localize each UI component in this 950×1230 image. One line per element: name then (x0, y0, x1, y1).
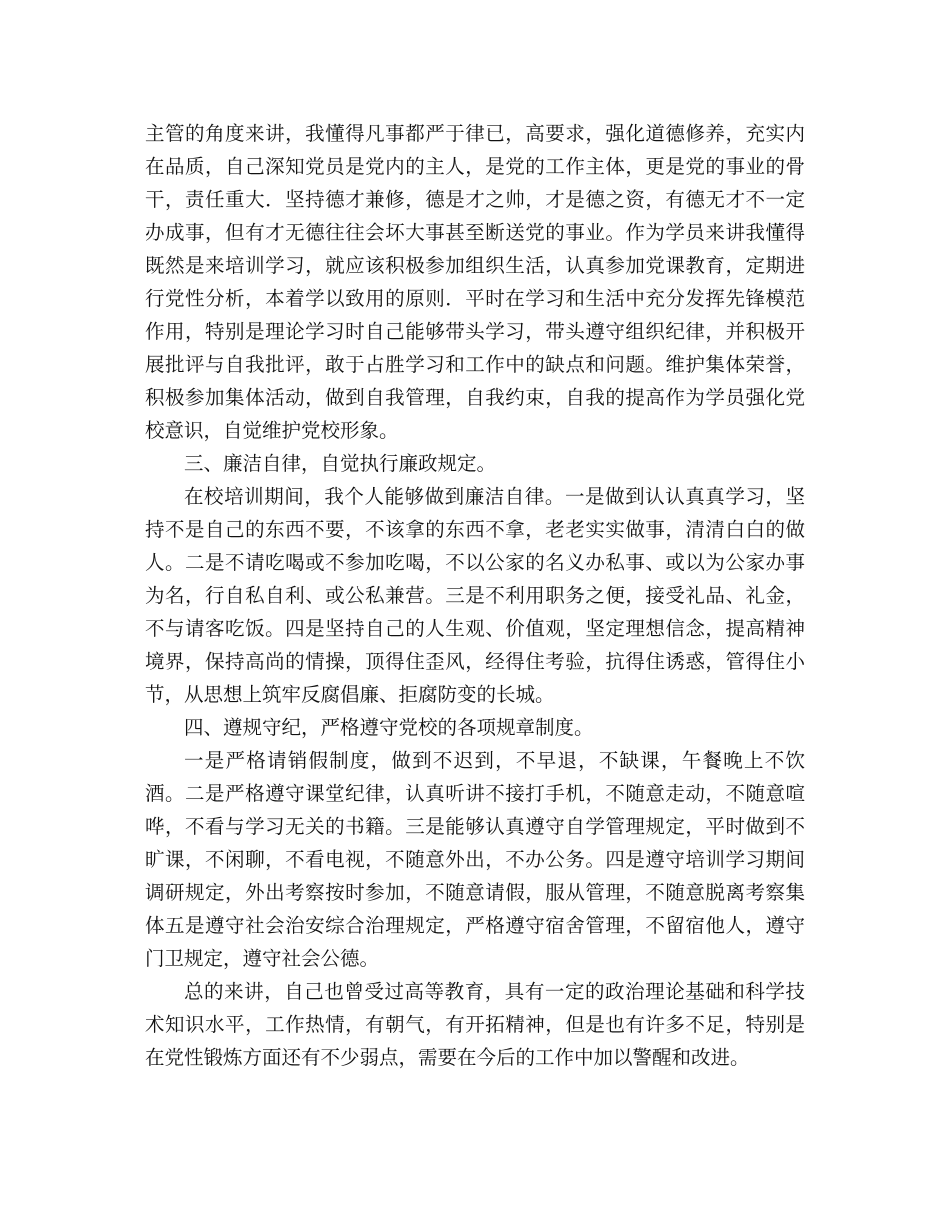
paragraph-continued: 主管的角度来讲，我懂得凡事都严于律已，高要求，强化道德修养，充实内在品质，自己深知党员是党内的主人，是党的工作主体，更是党的事业的骨干，责任重大．坚持德才兼修，德是才之帅，才是德之资，有德无才不一定办成事，但有才无德往往会坏大事甚至断送党的事业。作为学员来讲我懂得既然是来培训学习，就应该积极参加组织生活，认真参加党课教育，定期进行党性分析，本着学以致用的原则．平时在学习和生活中充分发挥先锋模范作用，特别是理论学习时自己能够带头学习，带头遵守组织纪律，并积极开展批评与自我批评，敢于占胜学习和工作中的缺点和问题。维护集体荣誉，积极参加集体活动，做到自我管理，自我约束，自我的提高作为学员强化党校意识，自觉维护党校形象。 (145, 122, 805, 442)
paragraph-integrity: 在校培训期间，我个人能够做到廉洁自律。一是做到认认真真学习，坚持不是自己的东西不要，不该拿的东西不拿，老老实实做事，清清白白的做人。二是不请吃喝或不参加吃喝，不以公家的名义办私事、或以为公家办事为名，行自私自利、或公私兼营。三是不利用职务之便，接受礼品、礼金，不与请客吃饭。四是坚持自己的人生观、价值观，坚定理想信念，提高精神境界，保持高尚的情操，顶得住歪风，经得住考验，抗得住诱惑，管得住小节，从思想上筑牢反腐倡廉、拒腐防变的长城。 (145, 485, 805, 706)
paragraph-discipline: 一是严格请销假制度，做到不迟到，不早退，不缺课，午餐晚上不饮酒。二是严格遵守课堂纪律，认真听讲不接打手机，不随意走动，不随意喧哗，不看与学习无关的书籍。三是能够认真遵守自学管理规定，平时做到不旷课，不闲聊，不看电视，不随意外出，不办公务。四是遵守培训学习期间调研规定，外出考察按时参加，不随意请假，服从管理，不随意脱离考察集体五是遵守社会治安综合治理规定，严格遵守宿舍管理，不留宿他人，遵守门卫规定，遵守社会公德。 (145, 749, 805, 970)
section-heading-4: 四、遵规守纪，严格遵守党校的各项规章制度。 (184, 716, 594, 739)
document-body (145, 117, 805, 1074)
section-heading-3: 三、廉洁自律，自觉执行廉政规定。 (184, 452, 497, 475)
paragraph-summary: 总的来讲，自己也曾受过高等教育，具有一定的政治理论基础和科学技术知识水平，工作热情，有朝气，有开拓精神，但是也有许多不足，特别是在党性锻炼方面还有不少弱点，需要在今后的工作中加以警醒和改进。 (145, 980, 805, 1069)
